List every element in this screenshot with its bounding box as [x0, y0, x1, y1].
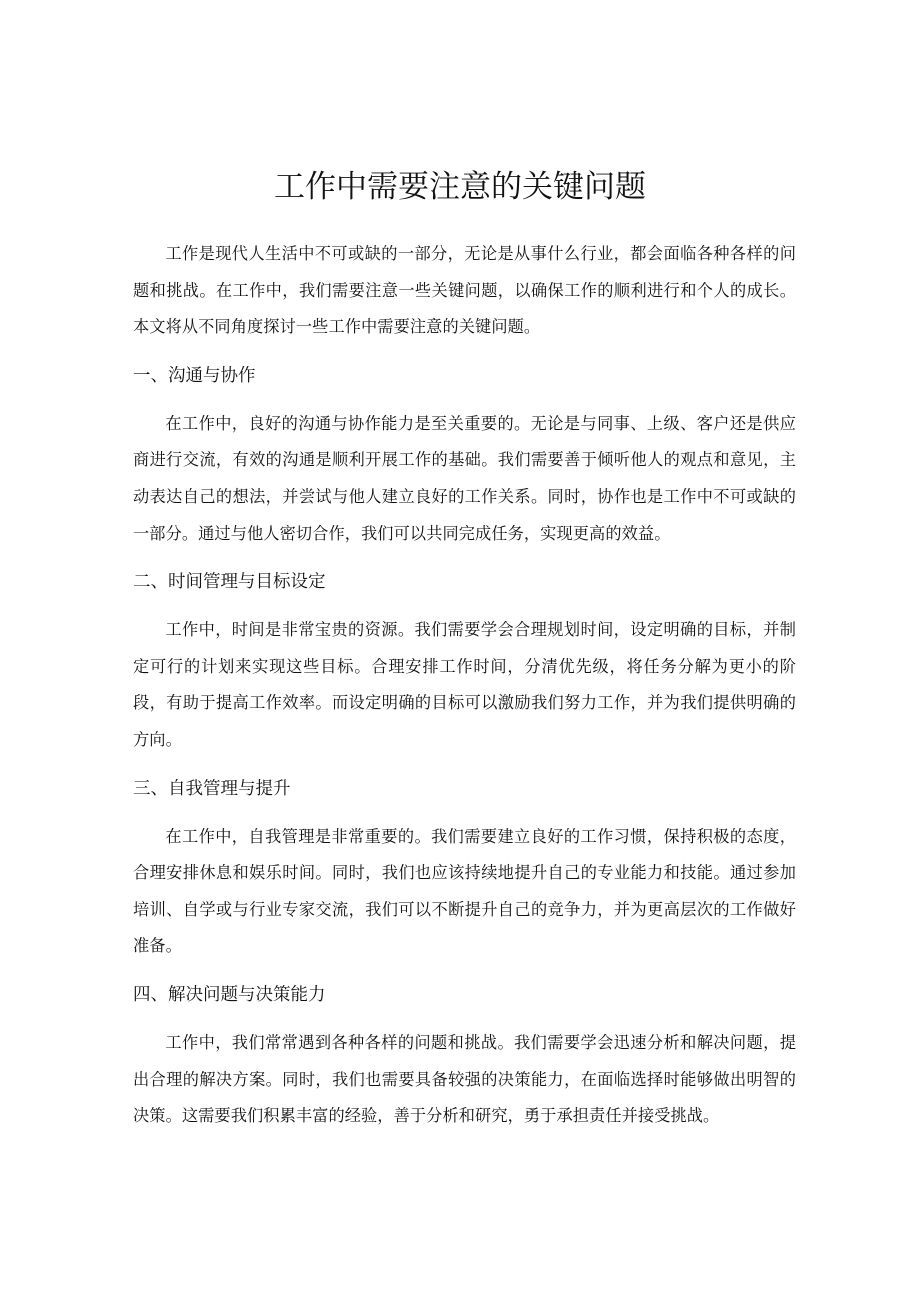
section-heading-problem-solving: 四、解决问题与决策能力 — [133, 984, 326, 1005]
section-heading-time-management: 二、时间管理与目标设定 — [133, 572, 326, 593]
section-paragraph-time-management: 工作中，时间是非常宝贵的资源。我们需要学会合理规划时间，设定明确的目标，并制定可行的计划来实现这些目标。合理安排工作时间，分清优先级，将任务分解为更小的阶段，有助于提高工作效率。而设定明确的目标可以激励我们努力工作，并为我们提供明确的方向。 — [133, 620, 796, 749]
section-paragraph-problem-solving: 工作中，我们常常遇到各种各样的问题和挑战。我们需要学会迅速分析和解决问题，提出合理的解决方案。同时，我们也需要具备较强的决策能力，在面临选择时能够做出明智的决策。这需要我们积累丰富的经验，善于分析和研究，勇于承担责任并接受挑战。 — [133, 1032, 796, 1126]
section-paragraph-self-management: 在工作中，自我管理是非常重要的。我们需要建立良好的工作习惯，保持积极的态度，合理安排休息和娱乐时间。同时，我们也应该持续地提升自己的专业能力和技能。通过参加培训、自学或与行业专家交流，我们可以不断提升自己的竞争力，并为更高层次的工作做好准备。 — [133, 826, 796, 956]
document-title: 工作中需要注意的关键问题 — [274, 169, 646, 205]
section-heading-self-management: 三、自我管理与提升 — [133, 778, 291, 799]
section-heading-communication: 一、沟通与协作 — [133, 365, 256, 386]
intro-paragraph: 工作是现代人生活中不可或缺的一部分，无论是从事什么行业，都会面临各种各样的问题和挑战。在工作中，我们需要注意一些关键问题，以确保工作的顺利进行和个人的成长。本文将从不同角度探讨一些工作中需要注意的关键问题。 — [133, 244, 796, 337]
document-body — [133, 236, 796, 1135]
section-paragraph-communication: 在工作中，良好的沟通与协作能力是至关重要的。无论是与同事、上级、客户还是供应商进行交流，有效的沟通是顺利开展工作的基础。我们需要善于倾听他人的观点和意见，主动表达自己的想法，并尝试与他人建立良好的工作关系。同时，协作也是工作中不可或缺的一部分。通过与他人密切合作，我们可以共同完成任务，实现更高的效益。 — [133, 413, 796, 543]
